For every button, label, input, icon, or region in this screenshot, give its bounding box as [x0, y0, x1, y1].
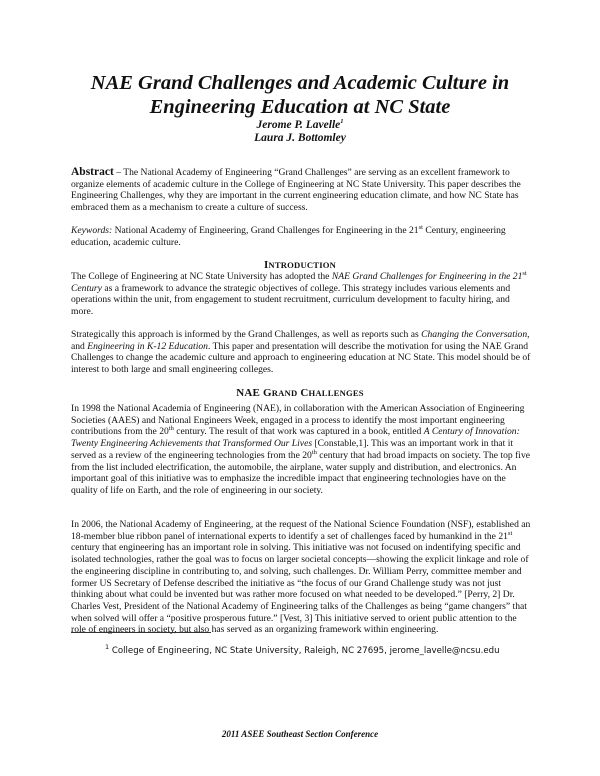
- keywords: [71, 225, 531, 248]
- keywords-label: Keywords:: [71, 225, 113, 236]
- intro-p2-text-c: . This paper and presentation will describe the motivation for using the NAE Grand Challenges to change the academic culture and approach to engineering education at NC State. This model should be of interest to both large and small engineering colleges.: [71, 340, 531, 376]
- intro-p1-sup: st: [522, 269, 527, 277]
- title-line-1: NAE Grand Challenges and Academic Culture in: [90, 72, 510, 94]
- abstract: [71, 167, 531, 214]
- heading-nae-part-1: NAE G: [236, 387, 272, 399]
- heading-introduction-rest: NTRODUCTION: [268, 260, 337, 270]
- nae-p1-text-d: century that had broad impacts on society. The top five from the list included electrification, the automobile, the airplane, water supply and distribution, and electronics. An important goal of this initiative was to emphasize the incredible impact that engineering technologies have on the quality of life on Earth, and the role of engineering in our society.: [71, 449, 531, 496]
- abstract-label: Abstract: [71, 166, 114, 178]
- nae-p1-text-b: century. The result of that work was captured in a book, entitled: [173, 426, 424, 438]
- intro-p2-italic-2: Engineering in K-12 Education: [87, 340, 208, 352]
- author-1: [0, 118, 600, 132]
- nae-p1-italic: A Century of Innovation: Twenty Engineering Achievements that Transformed Our Lives: [71, 426, 520, 450]
- abstract-text: – The National Academy of Engineering “Grand Challenges” are serving as an excellent framework to organize elements of academic culture in the College of Engineering at NC State University. This paper describes the Engineering Challenges, why they are important in the current engineering education climate, and how NC State has embraced them as a mechanism to create a culture of success.: [71, 167, 521, 214]
- heading-nae-part-2: RAND: [271, 388, 298, 398]
- intro-p1-italic-1: NAE Grand Challenges for Engineering in the 21: [331, 271, 523, 282]
- nae-paragraph-1: [71, 403, 531, 497]
- intro-p2-italic-1: Changing the Conversation: [421, 329, 528, 340]
- intro-p2-text-b: , and: [71, 329, 530, 352]
- author-1-footnote-mark: 1: [340, 118, 344, 126]
- heading-introduction-initial: I: [263, 259, 269, 271]
- nae-p1-text-a: In 1998 the National Academia of Engineering (NAE), in collaboration with the American Association of Engineering Societies (AAES) and National Engineers Week, engaged in a process to identify the most important engineering contributions from the 20: [71, 403, 525, 438]
- author-2-name: Laura J. Bottomley: [254, 132, 346, 144]
- author-2: [0, 131, 600, 145]
- author-1-name: Jerome P. Lavelle: [256, 119, 341, 131]
- intro-p1-italic-2: Century: [71, 282, 102, 294]
- nae-p1-sup-2: th: [311, 448, 317, 456]
- intro-p2-text-a: Strategically this approach is informed by the Grand Challenges, as well as reports such as: [71, 329, 422, 340]
- intro-p1-text-a: The College of Engineering at NC State University has adopted the: [71, 271, 332, 282]
- footnote-divider: [71, 632, 211, 633]
- footnote-text: College of Engineering, NC State University, Raleigh, NC 27695, jerome_lavelle@ncsu.edu: [109, 646, 500, 656]
- heading-nae-part-3: C: [297, 387, 309, 399]
- heading-introduction: [0, 259, 600, 271]
- keywords-sup: st: [418, 223, 423, 231]
- heading-nae-grand-challenges: [0, 387, 600, 399]
- nae-p1-text-c: [Constable,1]. This was an important work in that it served as a review of the engineering technologies from the 20: [71, 438, 514, 461]
- intro-paragraph-1: [71, 271, 531, 318]
- keywords-text-1: National Academy of Engineering, Grand Challenges for Engineering in the 21: [112, 225, 419, 236]
- intro-paragraph-2: [71, 329, 531, 376]
- footnote-mark: 1: [105, 643, 110, 652]
- nae-p1-sup-1: th: [168, 425, 174, 433]
- nae-p2-sup: st: [507, 529, 513, 537]
- page-footer: 2011 ASEE Southeast Section Conference: [221, 729, 379, 739]
- nae-p2-text-a: In 2006, the National Academy of Engineering, at the request of the National Science Foundation (NSF), established an 18-member blue ribbon panel of international experts to identify a set of challenges faced by humankind in the 21: [71, 519, 531, 542]
- keywords-text-2: Century, engineering education, academic culture.: [71, 225, 506, 248]
- intro-p1-text-b: as a framework to advance the strategic objectives of college. This strategy includes various elements and operations within the unit, from engagement to student recruitment, curriculum development to faculty hiring, and more.: [71, 282, 511, 318]
- nae-paragraph-2: [71, 519, 531, 636]
- paper-title: [40, 71, 560, 119]
- title-line-2: Engineering Education at NC State: [149, 96, 451, 118]
- heading-nae-part-4: HALLENGES: [308, 388, 364, 398]
- nae-p2-text-b: century that engineering has an important role in solving. This initiative was not focused on indentifying specific and isolated technologies, rather the goal was to focus on larger societal concepts—showing the explicit linkage and role of the engineering discipline in contributing to, and solving, such challenges. Dr. William Perry, committee member and former US Secretary of Defense described the initiative as “the focus of our Grand Challenge study was not just thinking about what could be invented but was rather more focused on what needed to be developed.” [Perry, 2] Dr. Charles Vest, President of the National Academy of Engineering talks of the Challenges as being “game changers” that when solved will offer a “positive prosperous future.” [Vest, 3] This initiative served to orient public attention to the role of engineers in society, but also has served as an organizing framework within engineering.: [71, 542, 529, 636]
- footnote: [105, 643, 500, 657]
